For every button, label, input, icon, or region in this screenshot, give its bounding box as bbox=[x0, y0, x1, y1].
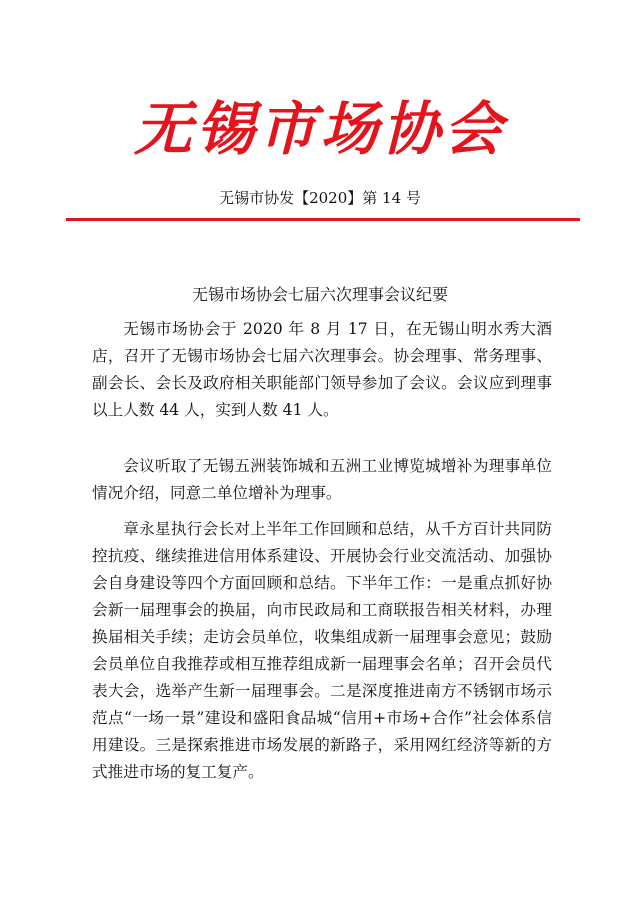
document-number: 无锡市协发【2020】第 14 号 bbox=[219, 189, 421, 207]
paragraph-work-review bbox=[92, 516, 552, 786]
paragraph-text: 无锡市场协会于 2020 年 8 月 17 日，在无锡山明水秀大酒店，召开了无锡市场协会七届六次理事会。协会理事、常务理事、副会长、会长及政府相关职能部门领导参加了会议。会议应到理事以上人数 44 人，实到人数 41 人。 bbox=[92, 320, 552, 419]
paragraph-text: 会议听取了无锡五洲装饰城和五洲工业博览城增补为理事单位情况介绍，同意二单位增补为理事。 bbox=[92, 457, 552, 502]
document-title: 无锡市场协会七届六次理事会议纪要 bbox=[191, 285, 448, 304]
paragraph-meeting-summary bbox=[92, 316, 552, 424]
paragraph-new-members bbox=[92, 453, 552, 507]
organization-masthead: 无锡市场协会 bbox=[133, 95, 506, 163]
red-divider-line bbox=[66, 218, 580, 221]
paragraph-text: 章永星执行会长对上半年工作回顾和总结，从千方百计共同防控抗疫、继续推进信用体系建设、开展协会行业交流活动、加强协会自身建设等四个方面回顾和总结。下半年工作：一是重点抓好协会新一届理事会的换届，向市民政局和工商联报告相关材料，办理换届相关手续；走访会员单位，收集组成新一届理事会意见；鼓励会员单位自我推荐或相互推荐组成新一届理事会名单；召开会员代表大会，选举产生新一届理事会。二是深度推进南方不锈钢市场示范点“一场一景”建设和盛阳食品城“信用+市场+合作”社会体系信用建设。三是探索推进市场发展的新路子，采用网红经济等新的方式推进市场的复工复产。 bbox=[92, 520, 552, 781]
